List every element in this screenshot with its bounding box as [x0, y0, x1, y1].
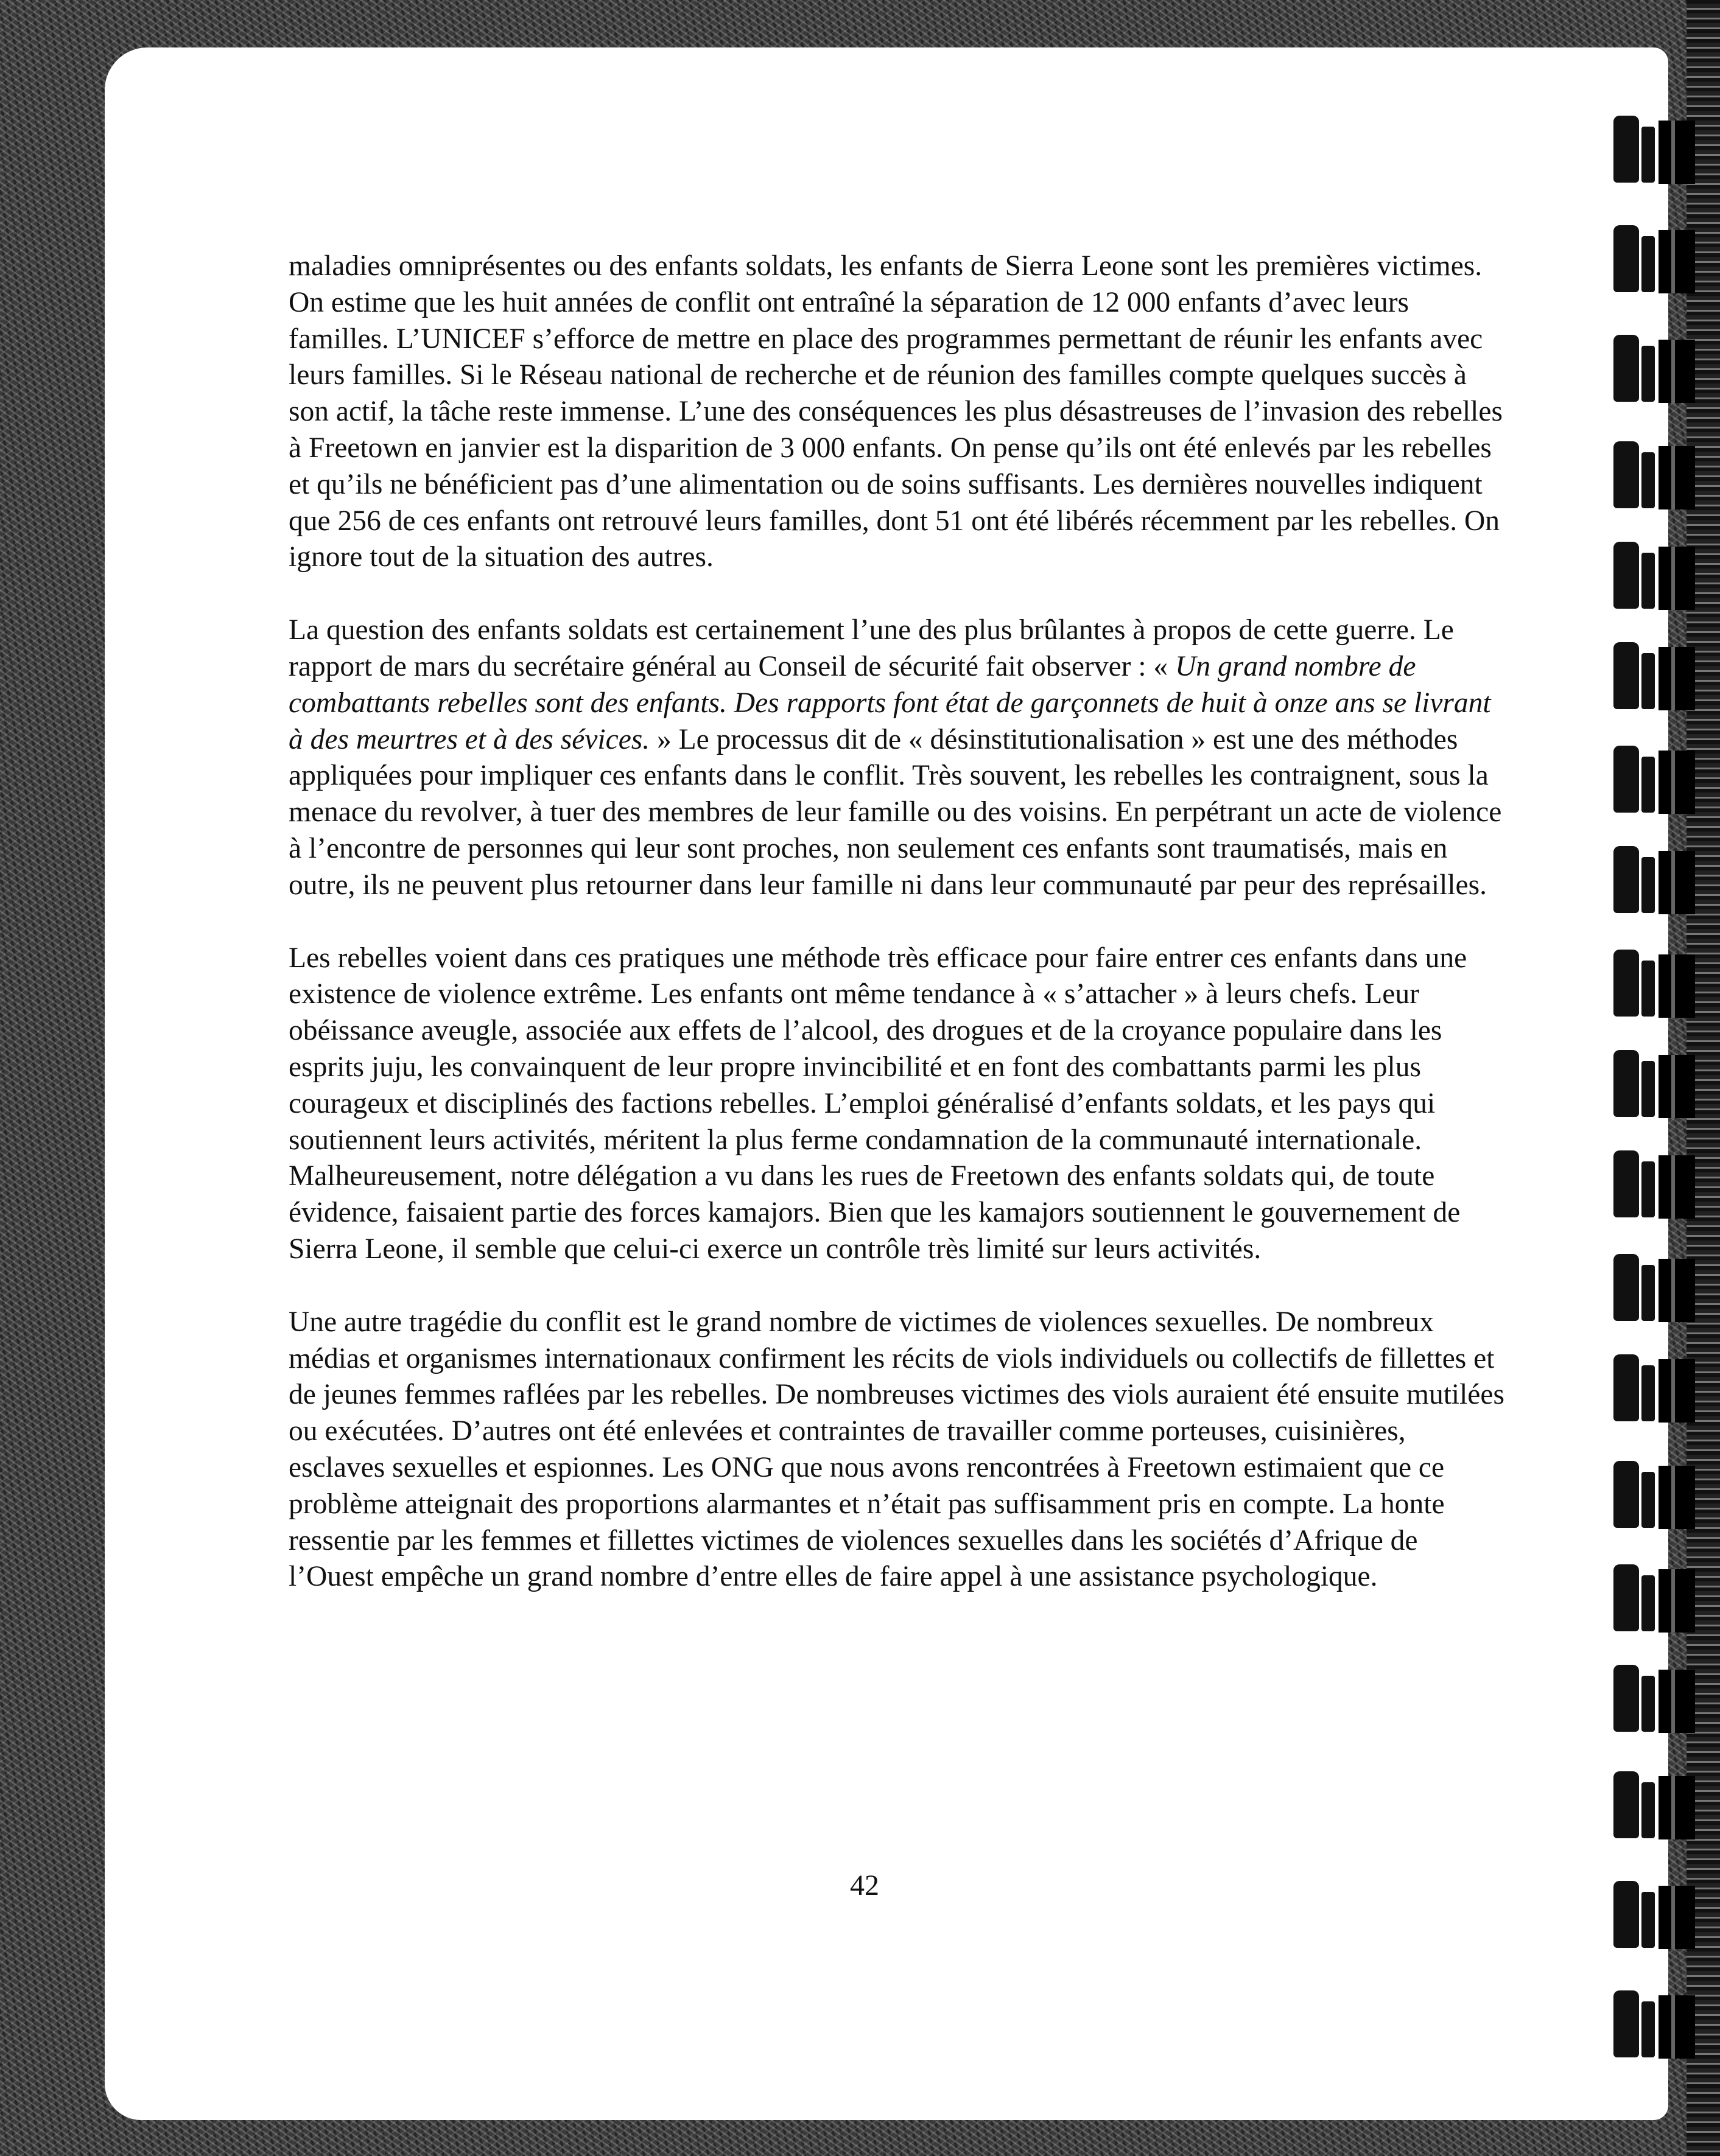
binding-ring — [1607, 1254, 1680, 1321]
paragraph: Les rebelles voient dans ces pratiques une méthode très efficace pour faire entrer ces enfants dans une existence de violence extrême. Les enfants ont même tendance à « s’attacher » à leurs chefs. Leur obéissance aveugle, associée aux effets de l’alcool, des drogues et de la croyance populaire dans les esprits juju, les convainquent de leur propre invincibilité et en font des combattants parmi les plus courageux et disciplinés des factions rebelles. L’emploi généralisé d’enfants soldats, et les pays qui soutiennent leurs activités, méritent la plus ferme condamnation de la communauté internationale. Malheureusement, notre délégation a vu dans les rues de Freetown des enfants soldats qui, de toute évidence, faisaient partie des forces kamajors. Bien que les kamajors soutiennent le gouvernement de Sierra Leone, il semble que celui-ci exerce un contrôle très limité sur leurs activités. — [289, 942, 1467, 1265]
binding-ring — [1607, 335, 1680, 402]
binding-ring — [1607, 116, 1680, 183]
binding-ring — [1607, 542, 1680, 609]
spiral-binding — [1607, 103, 1720, 2156]
binding-ring — [1607, 1564, 1680, 1631]
binding-ring — [1607, 441, 1680, 508]
binding-ring — [1607, 1050, 1680, 1117]
binding-ring — [1607, 950, 1680, 1017]
italic-quote: Un grand nombre de combattants rebelles sont des enfants. Des rapports font état de garçonnets de huit à onze ans se livrant à des meurtres et à des sévices. — [289, 650, 1491, 755]
binding-ring — [1607, 642, 1680, 709]
binding-ring — [1607, 1461, 1680, 1528]
paragraph-text-before-quote: La question des enfants soldats est certainement l’une des plus brûlantes à propos de cette guerre. Le rapport de mars du secrétaire général au Conseil de sécurité fait observer : « — [289, 614, 1454, 682]
paragraph: Une autre tragédie du conflit est le grand nombre de victimes de violences sexuelles. De nombreux médias et organismes internationaux confirment les récits de viols individuels ou collectifs de fillettes et de jeunes femmes raflées par les rebelles. De nombreuses victimes des viols auraient été ensuite mutilées ou exécutées. D’autres ont été enlevées et contraintes de travailler comme porteuses, cuisinières, esclaves sexuelles et espionnes. Les ONG que nous avons rencontrées à Freetown estimaient que ce problème atteignait des proportions alarmantes et n’était pas suffisamment pris en compte. La honte ressentie par les femmes et fillettes victimes de violences sexuelles dans les sociétés d’Afrique de l’Ouest empêche un grand nombre d’entre elles de faire appel à une assistance psychologique. — [289, 1306, 1504, 1593]
page-number: 42 — [850, 1869, 879, 1902]
binding-ring — [1607, 225, 1680, 292]
paragraph-with-quote — [289, 612, 1506, 903]
binding-ring — [1607, 1990, 1680, 2057]
binding-ring — [1607, 1150, 1680, 1217]
paragraph-text-after-quote: » Le processus dit de « désinstitutionalisation » est une des méthodes appliquées pour impliquer ces enfants dans le conflit. Très souvent, les rebelles les contraignent, sous la menace du revolver, à tuer des membres de leur famille ou des voisins. En perpétrant un acte de violence à l’encontre de personnes qui leur sont proches, non seulement ces enfants sont traumatisés, mais en outre, ils ne peuvent plus retourner dans leur famille ni dans leur communauté par peur des représailles. — [289, 723, 1502, 901]
paragraph: maladies omniprésentes ou des enfants soldats, les enfants de Sierra Leone sont les premières victimes. On estime que les huit années de conflit ont entraîné la séparation de 12 000 enfants d’avec leurs familles. L’UNICEF s’efforce de mettre en place des programmes permettant de réunir les enfants avec leurs familles. Si le Réseau national de recherche et de réunion des familles compte quelques succès à son actif, la tâche reste immense. L’une des conséquences les plus désastreuses de l’invasion des rebelles à Freetown en janvier est la disparition de 3 000 enfants. On pense qu’ils ont été enlevés par les rebelles et qu’ils ne bénéficient pas d’une alimentation ou de soins suffisants. Les dernières nouvelles indiquent que 256 de ces enfants ont retrouvé leurs familles, dont 51 ont été libérés récemment par les rebelles. On ignore tout de la situation des autres. — [289, 250, 1503, 573]
binding-ring — [1607, 1665, 1680, 1732]
binding-ring — [1607, 1881, 1680, 1948]
binding-ring — [1607, 1771, 1680, 1838]
binding-ring — [1607, 1354, 1680, 1421]
body-text — [289, 248, 1506, 1632]
binding-ring — [1607, 746, 1680, 813]
binding-ring — [1607, 846, 1680, 913]
